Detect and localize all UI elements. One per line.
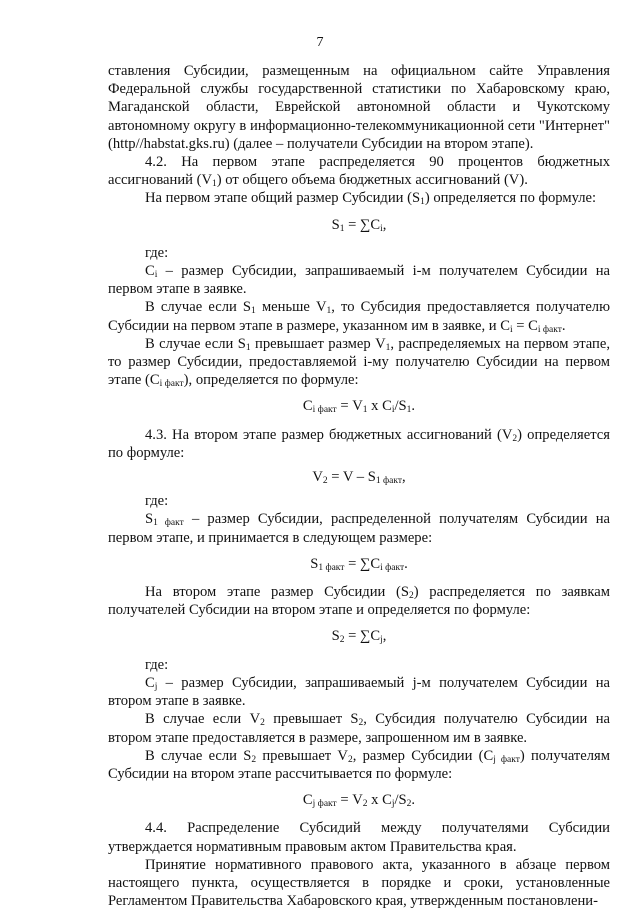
paragraph-legal-act-adoption: Принятие нормативного правового акта, указанного в абзаце первом настоящего пункта, осуществляется в порядке и сроки, установленные Регламентом Правительства Хабаровского края, утвержденным постановлени- bbox=[108, 856, 610, 910]
formula-ci-fact: $C_{i факт} = V_1$ x $C_i/S_1$. bbox=[302, 398, 416, 416]
paragraph-case-v2-exceeds-s2: В случае если $V_2$ превышает $S_2$, Субсидия получателю Субсидии на втором этапе предоставляется в размере, запрошенном им в заявке. bbox=[108, 711, 611, 746]
where-label-2: где: bbox=[145, 493, 169, 510]
page-number: 7 bbox=[316, 35, 324, 50]
paragraph-case-s1-exceeds-v1: В случае если $S_1$ превышает размер $V_1$, распределяемых на первом этапе, то размер Субсидии, предоставляемой i-му получателю Субсидии на первом этапе $(C_{i факт})$, определяется по формуле: bbox=[108, 335, 610, 390]
formula-s1-fact: $S_{1 факт} = \sum C_{i факт}$. bbox=[310, 555, 408, 573]
paragraph-recipients-definition: ставления Субсидии, размещенным на официальном сайте Управления Федеральной службы государственной статистики по Хабаровскому краю, Магаданской области, Еврейской автономной области и Чукотскому автономному округу в информационно-телекоммуникационной сети "Интернет" (http//habstat.gks.ru) (далее – получатели Субсидии на втором этапе). bbox=[108, 63, 610, 152]
document-body bbox=[108, 62, 610, 910]
section-4-4: 4.4. Распределение Субсидий между получателями Субсидии утверждается нормативным правовым актом Правительства края. bbox=[108, 820, 610, 855]
paragraph-second-stage: На втором этапе размер Субсидии $(S_2)$ распределяется по заявкам получателей Субсидии на втором этапе и определяется по формуле: bbox=[108, 584, 610, 619]
section-4-2: 4.2. На первом этапе распределяется 90 процентов бюджетных ассигнований $(V_1)$ от общего объема бюджетных ассигнований (V). bbox=[108, 154, 610, 190]
formula-s2: $S_2 = \sum C_j$, bbox=[331, 628, 387, 646]
paragraph-first-stage-total: На первом этапе общий размер Субсидии $(S_1)$ определяется по формуле: bbox=[145, 190, 597, 208]
where-label-1: где: bbox=[145, 244, 169, 261]
paragraph-case-s1-less-v1: В случае если $S_1$ меньше $V_1$, то Субсидия предоставляется получателю Субсидии на первом этапе в размере, указанном им в заявке, и $C_i = C_{i факт}$. bbox=[108, 299, 610, 335]
definition-s1-fact: $S_{1 факт}$ – размер Субсидии, распределенной получателям Субсидии на первом этапе, и принимается в следующем размере: bbox=[108, 511, 610, 546]
formula-s1: $S_1 = \sum C_i$, bbox=[331, 216, 387, 234]
definition-ci: $C_i$ – размер Субсидии, запрашиваемый i-м получателем Субсидии на первом этапе в заявке. bbox=[108, 263, 610, 298]
where-label-3: где: bbox=[145, 656, 169, 673]
definition-cj: $C_j$ – размер Субсидии, запрашиваемый j-м получателем Субсидии на втором этапе в заявке. bbox=[108, 674, 610, 710]
paragraph-case-s2-exceeds-v2: В случае если $S_2$ превышает $V_2$, размер Субсидии $(C_{j факт})$ получателям Субсидии на втором этапе рассчитывается по формуле: bbox=[108, 747, 611, 782]
formula-cj-fact: $C_{j факт} = V_2$ x $C_j/S_2$. bbox=[302, 792, 416, 810]
formula-v2: $V_2 = V - S_{1 факт}$, bbox=[312, 469, 406, 487]
section-4-3: 4.3. На втором этапе размер бюджетных ассигнований $(V_2)$ определяется по формуле: bbox=[108, 426, 610, 461]
